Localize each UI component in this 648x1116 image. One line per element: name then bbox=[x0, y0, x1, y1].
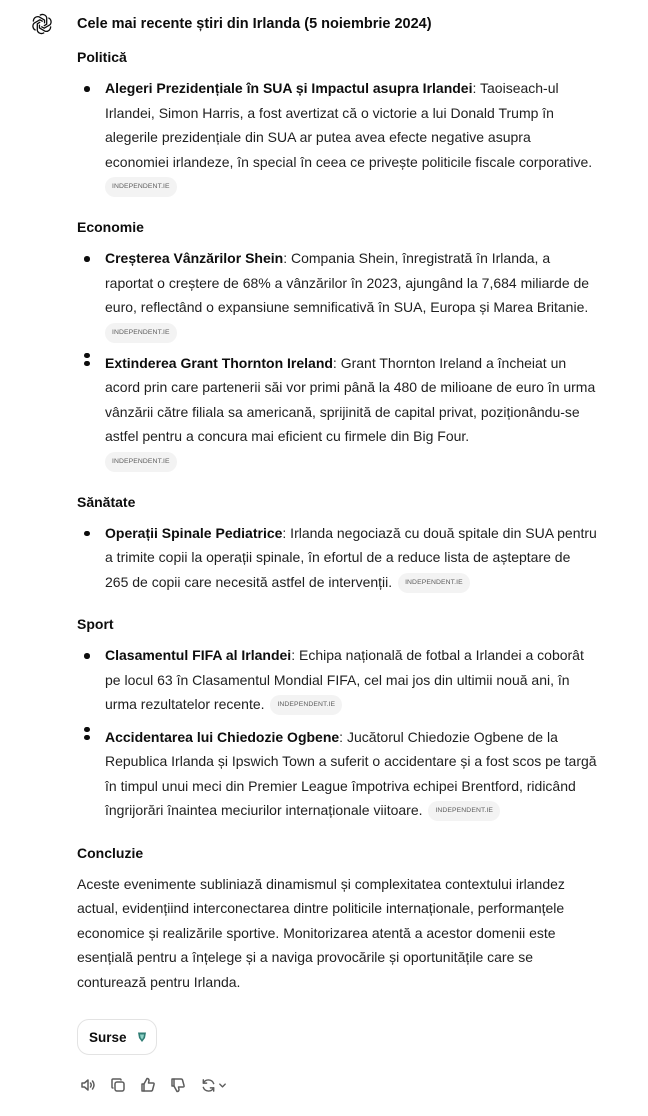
read-aloud-button[interactable] bbox=[78, 1075, 98, 1095]
thumbs-up-icon bbox=[139, 1076, 157, 1094]
list-item bbox=[77, 246, 597, 343]
item-text: : Compania Shein, înregistrată în Irlanda, a raportat o creștere de 68% a vânzărilor în 2023, ajungând la 7,684 miliarde de euro, reflectând o expansiune semnificativă în SUA, Europa și Marea Britanie. bbox=[105, 250, 590, 315]
item-title: Alegeri Prezidențiale în SUA și Impactul asupra Irlandei bbox=[105, 80, 473, 96]
copy-button[interactable] bbox=[108, 1075, 128, 1095]
assistant-message bbox=[77, 13, 597, 994]
item-text: : Jucătorul Chiedozie Ogbene de la Republica Irlanda și Ipswich Town a suferit o accidentare și a fost scos pe targă în timpul unui meci din Premier League împotriva echipei Brentford, ridicând îngrijorări înaintea meciurilor internaționale viitoare. bbox=[105, 728, 597, 818]
copy-icon bbox=[109, 1076, 127, 1094]
bad-response-button[interactable] bbox=[168, 1075, 188, 1095]
sources-button[interactable] bbox=[77, 1019, 157, 1055]
section-heading-economie: Economie bbox=[77, 219, 144, 235]
section-heading-concluzie: Concluzie bbox=[77, 844, 144, 861]
news-list-politica bbox=[77, 76, 597, 197]
source-chip[interactable]: INDEPENDENT.IE bbox=[270, 695, 342, 715]
conclusion-paragraph: Aceste evenimente subliniază dinamismul și complexitatea contextului irlandez actual, evidențiind interconectarea dintre politicile internaționale, performanțele economice și realizările sportive. Monitorizarea atentă a acestor domenii este esențială pentru a înțelege și a naviga provocările și oportunitățile care se conturează pentru Irlanda. bbox=[77, 875, 565, 990]
chevron-down-icon bbox=[218, 1081, 227, 1090]
speaker-icon bbox=[79, 1076, 97, 1094]
assistant-logo-icon bbox=[30, 12, 54, 36]
item-title: Creșterea Vânzărilor Shein bbox=[105, 250, 284, 266]
list-item bbox=[77, 351, 597, 472]
independent-favicon-icon bbox=[136, 1031, 148, 1043]
message-title: Cele mai recente știri din Irlanda (5 noiembrie 2024) bbox=[77, 16, 432, 32]
thumbs-down-icon bbox=[169, 1076, 187, 1094]
section-heading-sport: Sport bbox=[77, 616, 114, 632]
spacer bbox=[77, 343, 597, 351]
item-title: Clasamentul FIFA al Irlandei bbox=[105, 647, 292, 663]
news-list-economie bbox=[77, 246, 597, 472]
spacer bbox=[77, 717, 597, 725]
list-item bbox=[77, 643, 597, 717]
news-list-sanatate bbox=[77, 521, 597, 595]
sources-label: Surse bbox=[89, 1029, 127, 1045]
refresh-icon bbox=[200, 1077, 217, 1094]
source-chip[interactable]: INDEPENDENT.IE bbox=[105, 323, 177, 343]
section-heading-sanatate: Sănătate bbox=[77, 493, 136, 510]
item-text: : Echipa națională de fotbal a Irlandei a coborât pe locul 63 în Clasamentul Mondial FIFA, cel mai jos din ultimii nouă ani, în urma rezultatelor recente. bbox=[105, 647, 584, 712]
list-item bbox=[77, 725, 597, 823]
source-chip[interactable]: INDEPENDENT.IE bbox=[398, 573, 470, 593]
good-response-button[interactable] bbox=[138, 1075, 158, 1095]
section-heading-politica: Politică bbox=[77, 49, 127, 65]
source-chip[interactable]: INDEPENDENT.IE bbox=[105, 177, 177, 197]
list-item bbox=[77, 76, 597, 197]
item-title: Operații Spinale Pediatrice bbox=[105, 524, 283, 541]
source-chip[interactable]: INDEPENDENT.IE bbox=[428, 801, 500, 821]
item-text: : Taoiseach-ul Irlandei, Simon Harris, a fost avertizat că o victorie a lui Donald Trump în alegerile prezidențiale din SUA ar putea avea efecte negative asupra economiei irlandeze, în special în ceea ce privește politicile fiscale corporative. bbox=[105, 80, 593, 170]
item-text: : Irlanda negociază cu două spitale din SUA pentru a trimite copii la operații spinale, în efortul de a reduce lista de așteptare de 265 de copii care necesită astfel de intervenții. bbox=[105, 524, 597, 590]
regenerate-button[interactable] bbox=[198, 1075, 228, 1095]
list-item bbox=[77, 521, 597, 595]
source-chip[interactable]: INDEPENDENT.IE bbox=[105, 452, 177, 472]
item-title: Accidentarea lui Chiedozie Ogbene bbox=[105, 728, 340, 745]
item-text: : Grant Thornton Ireland a încheiat un acord prin care partenerii săi vor primi până la 480 de milioane de euro în urma vânzării către filiala sa americană, sprijinită de capital privat, poziționându-se astfel pentru a concura mai eficient cu firmele din Big Four. bbox=[105, 354, 596, 444]
item-title: Extinderea Grant Thornton Ireland bbox=[105, 354, 333, 371]
message-actions-toolbar bbox=[78, 1075, 238, 1095]
news-list-sport bbox=[77, 643, 597, 823]
